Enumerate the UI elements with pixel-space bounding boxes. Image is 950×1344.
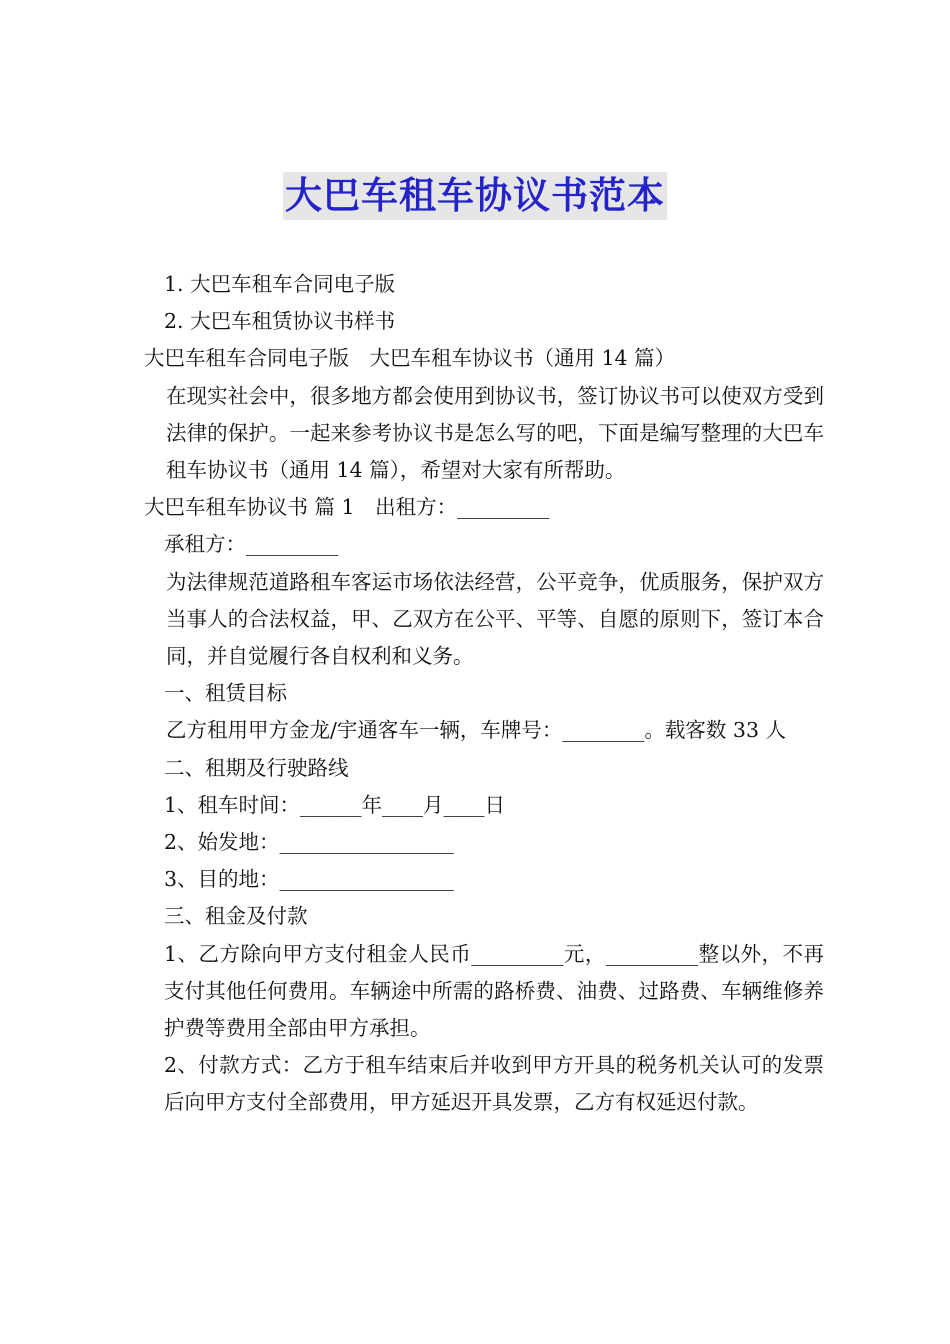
origin-line: 2、始发地：_________________ bbox=[164, 830, 454, 855]
rent-paragraph: 1、乙方除向甲方支付租金人民币_________元，_________整以外，不再支付其他任何费用。车辆途中所需的路桥费、油费、过路费、车辆维修养护费等费用全部由甲方承担。 bbox=[164, 941, 824, 1041]
section-heading: 大巴车租车合同电子版 大巴车租车协议书（通用 14 篇） bbox=[144, 346, 676, 371]
lessor-line: 大巴车租车协议书 篇 1 出租方：_________ bbox=[144, 495, 550, 520]
document-body bbox=[144, 266, 824, 1122]
clause-heading-3: 三、租金及付款 bbox=[164, 904, 308, 929]
clause-heading-2: 二、租期及行驶路线 bbox=[164, 755, 349, 780]
toc-item-1: 1. 大巴车租车合同电子版 bbox=[164, 272, 396, 296]
destination-line: 3、目的地：_________________ bbox=[164, 867, 454, 892]
purpose-paragraph: 为法律规范道路租车客运市场依法经营，公平竞争，优质服务，保护双方当事人的合法权益，甲、乙双方在公平、平等、自愿的原则下，签订本合同，并自觉履行各自权利和义务。 bbox=[166, 569, 824, 669]
vehicle-paragraph: 乙方租用甲方金龙/宇通客车一辆，车牌号：________。载客数 33 人 bbox=[166, 718, 787, 743]
rental-time-line: 1、租车时间：______年____月____日 bbox=[164, 792, 506, 817]
document-title: 大巴车租车协议书范本 bbox=[283, 172, 667, 220]
lessee-line: 承租方：_________ bbox=[164, 532, 339, 557]
title-container bbox=[0, 172, 950, 220]
clause-heading-1: 一、租赁目标 bbox=[164, 681, 287, 706]
payment-paragraph: 2、付款方式：乙方于租车结束后并收到甲方开具的税务机关认可的发票后向甲方支付全部费用，甲方延迟开具发票，乙方有权延迟付款。 bbox=[164, 1053, 824, 1115]
toc-item-2: 2. 大巴车租赁协议书样书 bbox=[164, 309, 396, 334]
intro-paragraph: 在现实社会中，很多地方都会使用到协议书，签订协议书可以使双方受到法律的保护。一起来参考协议书是怎么写的吧，下面是编写整理的大巴车租车协议书（通用 14 篇），希望对大家有所帮助。 bbox=[166, 383, 824, 483]
